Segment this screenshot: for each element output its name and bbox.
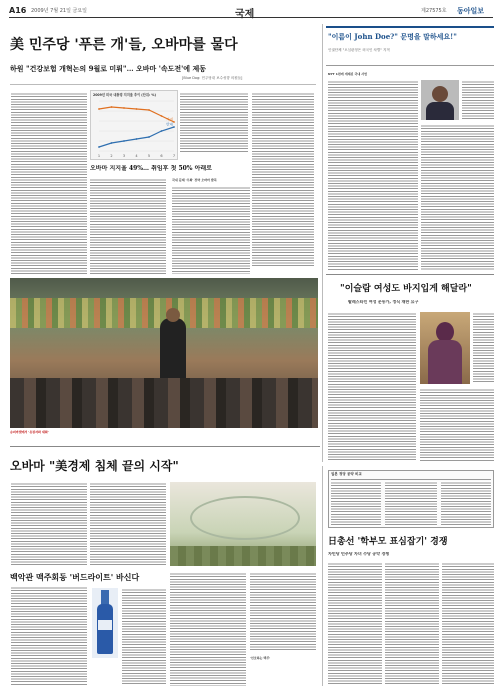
chart-x-tick: 6 [160,154,163,158]
chart-point [173,126,175,128]
chart-point [173,121,175,123]
chart-series-label: 지지 [166,117,173,122]
chart-x-tick: 3 [122,154,126,158]
chart-point [148,109,150,111]
feature-body-col1 [328,312,416,462]
chart-series-line [99,127,174,147]
top-story-body-col1 [11,92,87,274]
chart-plot [93,99,177,159]
story-two-photo [170,482,316,566]
top-story-body-col2 [180,92,248,152]
story-three-subhead: 자민당 민주당 자녀 수당 공약 경쟁 [328,552,390,556]
subsection-heading: 국내 문제 '우회' 전략 오바마 발목 [172,178,217,182]
chart-point [148,136,150,138]
sidebar-quote-box [326,26,494,66]
top-story-body-col3 [252,92,314,268]
top-story-body-col5 [172,186,250,274]
chart-point [161,115,163,117]
sidebar-body-col3 [421,124,494,270]
chart-point [111,106,113,108]
story-two-body-col1 [11,482,87,566]
feature-photo [420,312,470,384]
chart-title: 2009년 미국 대통령 지지율 추이 (단위: %) [93,93,156,97]
story-two-body-col2 [90,482,166,566]
issue-date: 2009년 7월 21일 금요일 [31,8,88,14]
chart-series-label: 반대 [166,122,173,127]
sidebar-body-col1 [328,80,418,270]
top-story-headline: 美 민주당 '푸른 개'들, 오바마를 물다 [10,37,238,53]
feature-subhead: 팔레스타인 여성 운동가, 정식 재판 요구 [348,300,419,304]
chart-point [161,130,163,132]
sidebar-body-col2 [462,80,494,120]
chart-point [136,138,138,140]
chart-x-tick: 4 [135,154,138,158]
chart-x-tick: 2 [110,154,113,158]
photo-caption-title: 슈퍼마켓에서 '유권자와 대화' [10,430,49,434]
story-three-body-col2 [385,562,439,686]
section-label: 국제 [235,9,255,20]
japan-table-title: 일본 정당 공약 비교 [331,472,362,476]
story-three-body-col1 [328,562,382,686]
chart-point [136,108,138,110]
story-three-body-col3 [442,562,494,686]
story-two-headline: 오바마 "美경제 침체 끝의 시작" [10,459,179,473]
chart-point [111,142,113,144]
sidebar-portrait [421,80,459,120]
chart-x-tick: 5 [147,154,151,158]
top-story-body-col4 [90,178,166,274]
chart-point [98,108,100,110]
feature-body-col2 [473,312,494,384]
photo-caption [10,430,318,442]
story-two-body-col5 [170,572,246,686]
story-two-subhead: 백악관 맥주회동 '버드라이트' 바신다 [10,572,140,582]
japan-table [328,470,494,528]
sidebar-profile-head: NYT 1면에 게재된 국내 사연 [328,72,368,76]
story-two-photo-caption: '선호하는 맥주' [250,656,271,660]
story-two-body-col3 [11,586,87,686]
feature-headline: "이슬람 여성도 바지입게 해달라" [340,284,472,294]
chart-point [123,140,125,142]
feature-body-col3 [420,388,494,462]
chart-caption: 오바마 지지율 49%… 취임후 첫 50% 아래로 [90,165,212,172]
sidebar-quote-subtitle: 인권단체 "오심판정은 외국인 차별" 지적 [328,48,390,52]
beer-bottle-photo [92,588,118,658]
approval-chart [90,90,178,160]
story-two-body-col4 [122,588,166,686]
chart-point [123,107,125,109]
story-two-body-col6 [250,572,316,650]
top-story-byline: [Blue Dog: 민주당내 보수성향 의원들] [182,76,243,80]
story-three-headline: 日총선 '학부모 표심잡기' 경쟁 [328,537,448,547]
top-story-photo [10,278,318,428]
paper-name: 동아일보 [457,7,485,15]
sidebar-quote-title: "이름이 John Doe?" 문명을 말하세요!" [328,32,457,41]
page-number: A16 [9,6,27,15]
issue-number: 제27575호 [421,8,447,14]
chart-x-tick: 7 [172,154,176,158]
top-story-subhead: 하원 "건강보험 개혁논의 9월로 미뤄"… 오바마 '속도전'에 제동 [10,64,207,73]
chart-point [98,146,100,148]
chart-x-tick: 1 [97,154,101,158]
masthead [9,4,493,18]
